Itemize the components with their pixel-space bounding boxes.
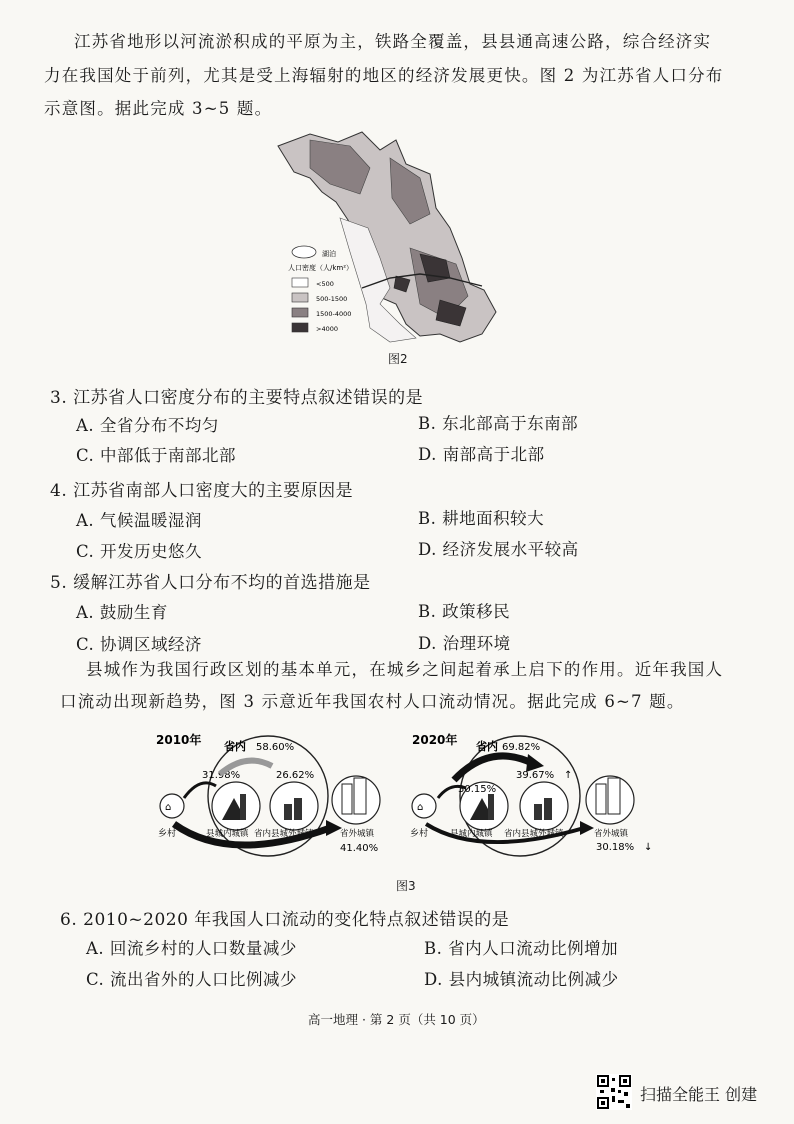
option-d: D. 南部高于北部	[418, 445, 545, 464]
flow-arrow-head	[580, 821, 594, 835]
increase-arrow-icon: ↑	[564, 770, 573, 781]
legend-swatch	[292, 308, 308, 317]
county-building-icon	[240, 794, 246, 820]
outcounty-building-icon	[284, 804, 292, 820]
county-pct: 30.15%	[458, 784, 497, 795]
legend-swatch	[292, 323, 308, 332]
village-node	[412, 794, 436, 818]
panel-year: 2010年	[156, 733, 202, 747]
option-b: B. 耕地面积较大	[418, 509, 545, 528]
outprov-label: 省外城镇	[340, 829, 375, 839]
option-a: A. 全省分布不均匀	[76, 416, 219, 435]
option-b: B. 省内人口流动比例增加	[424, 939, 619, 958]
outcounty-pct: 26.62%	[276, 770, 315, 781]
county-pct: 31.98%	[202, 770, 241, 781]
within-province-pct: 58.60%	[256, 742, 295, 753]
outprov-node	[332, 776, 380, 824]
jiangsu-population-map	[270, 128, 510, 346]
village-icon: ⌂	[417, 802, 424, 813]
option-a: A. 气候温暖湿润	[76, 511, 202, 530]
intro-paragraph-line: 力在我国处于前列，尤其是受上海辐射的地区的经济发展更快。图 2 为江苏省人口分布	[44, 66, 724, 85]
decrease-arrow-icon: ↓	[644, 842, 653, 853]
outprov-node	[586, 776, 634, 824]
population-flow-diagram	[150, 728, 662, 868]
option-a: A. 回流乡村的人口数量减少	[86, 939, 297, 958]
intro-paragraph-line: 口流动出现新趋势，图 3 示意近年我国农村人口流动情况。据此完成 6~7 题。	[60, 692, 685, 711]
intro-paragraph-line: 江苏省地形以河流淤积成的平原为主，铁路全覆盖，县县通高速公路，综合经济实	[74, 32, 712, 51]
option-c: C. 流出省外的人口比例减少	[86, 970, 298, 989]
legend-lake-swatch	[292, 246, 316, 258]
option-c: C. 中部低于南部北部	[76, 446, 237, 465]
village-node	[160, 794, 184, 818]
panel-year: 2020年	[412, 733, 458, 747]
outcounty-label: 省内县城外城镇	[254, 829, 314, 839]
question-stem: 5. 缓解江苏省人口分布不均的首选措施是	[50, 573, 371, 593]
county-building-icon	[488, 794, 494, 820]
intro-paragraph-line: 县城作为我国行政区划的基本单元，在城乡之间起着承上启下的作用。近年我国人	[86, 660, 724, 679]
qr-code-icon	[596, 1074, 632, 1110]
within-province-label: 省内	[476, 740, 498, 753]
county-label: 县城内城镇	[450, 829, 493, 839]
legend-item: <500	[316, 280, 334, 288]
legend-swatch	[292, 293, 308, 302]
option-d: D. 治理环境	[418, 634, 511, 653]
outcounty-building-icon	[534, 804, 542, 820]
option-a: A. 鼓励生育	[76, 603, 168, 622]
outprov-label: 省外城镇	[594, 829, 629, 839]
option-c: C. 开发历史悠久	[76, 542, 203, 561]
panel-2010	[156, 732, 380, 856]
village-label: 乡村	[158, 829, 177, 839]
outcounty-building-icon	[294, 798, 302, 820]
legend-lake-label: 湖泊	[322, 250, 336, 258]
outcounty-building-icon	[544, 798, 552, 820]
panel-2020	[410, 732, 652, 856]
question-stem: 4. 江苏省南部人口密度大的主要原因是	[50, 481, 354, 501]
option-d: D. 县内城镇流动比例减少	[424, 970, 619, 989]
outcounty-label: 省内县城外城镇	[504, 829, 564, 839]
option-c: C. 协调区域经济	[76, 635, 203, 654]
outprov-pct: 41.40%	[340, 843, 379, 854]
legend-item: 1500-4000	[316, 310, 352, 318]
legend-item: >4000	[316, 325, 338, 333]
option-b: B. 政策移民	[418, 602, 511, 621]
legend-swatch	[292, 278, 308, 287]
legend-item: 500-1500	[316, 295, 348, 303]
option-d: D. 经济发展水平较高	[418, 540, 579, 559]
village-icon: ⌂	[165, 802, 172, 813]
within-province-pct: 69.82%	[502, 742, 541, 753]
outprov-pct: 30.18%	[596, 842, 635, 853]
county-label: 县城内城镇	[206, 829, 249, 839]
legend-title: 人口密度（人/km²）	[288, 264, 354, 272]
scanner-watermark: 扫描全能王 创建	[640, 1085, 758, 1104]
flow-arrow-county	[184, 783, 216, 798]
option-b: B. 东北部高于东南部	[418, 414, 579, 433]
figure-caption: 图2	[388, 352, 408, 366]
figure-caption: 图3	[396, 879, 416, 893]
village-label: 乡村	[410, 829, 429, 839]
intro-paragraph-line: 示意图。据此完成 3~5 题。	[44, 99, 273, 118]
within-province-label: 省内	[224, 740, 246, 753]
page-footer: 高一地理 · 第 2 页（共 10 页）	[308, 1012, 485, 1027]
outcounty-pct: 39.67%	[516, 770, 555, 781]
question-stem: 6. 2010~2020 年我国人口流动的变化特点叙述错误的是	[60, 910, 510, 930]
question-stem: 3. 江苏省人口密度分布的主要特点叙述错误的是	[50, 388, 424, 408]
